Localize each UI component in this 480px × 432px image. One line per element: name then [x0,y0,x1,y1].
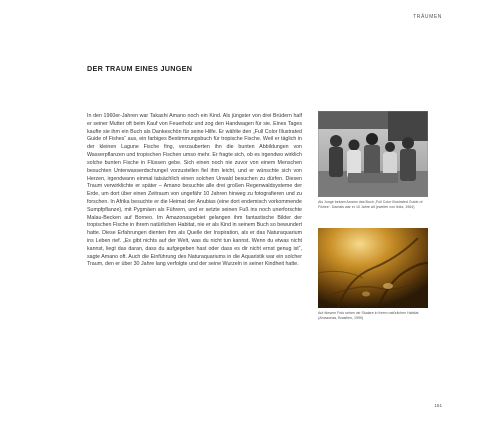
figure-caption: Auf diesem Foto sehen wir Skalare in ihrem natürlichen Habitat (Amazonas, Brasilien, 1999) [318,311,419,320]
figure-caption: Als Junge bekam Amano das Buch „Full Color Illustrated Guide of Fishes“. Damals war er 10 Jahre alt (zweiter von links, 1964) [318,200,423,209]
section-title: DER TRAUM EINES JUNGEN [87,64,193,73]
page-number: 151 [434,403,442,408]
underwater-photo [318,228,428,308]
body-paragraph: In den 1960er-Jahren war Takashi Amano noch ein Kind. Als jüngster von drei Brüdern half er seiner Mutter oft beim Kauf von Feuerholz und zog den Handwagen für sie. Eines Tages kaufte sie ihm ein Buch als Dankeschön für seine Hilfe. Er wählte den „Full Color Illustrated Guide of Fishes“ aus, ein farbiges Bestimmungsbuch für tropische Fische. Weil er täglich in der kleinen Lagune Fische fing, verzauberten ihn die bunten Abbildungen von Wasserpflanzen und tropischen Fischen umso mehr. Er fragte sich, ob es irgendwo wirklich solche bunten Fische in Flüssen gebe. Sich einen noch nie zuvor von einem Menschen besuchten Unterwasserdschungel vorzustellen fiel ihm leicht, und er wünschte sich von Herzen, irgendwann einmal tatsächlich einen solchen Urwald besuchen zu dürfen. Diesen Traum verwirklichte er später – Amano besuchte alle drei großen Regenwaldsysteme der Erde, um dort über einen Zeitraum von ungefähr 10 Jahren hinweg zu fotografieren und zu forschen. In Afrika besuchte er die Heimat der Anubias (eine dort endemisch vorkommende Sumpfpflanze), mit Pygmäen als Führern, und er setzte seinen Fuß ins noch unerforschte Malau-Becken auf Borneo. Im Amazonasgebiet gelangen ihm fantastische Bilder der tropischen Fische in ihrem natürlichen Habitat, nie er als Kind in seinem Buch so bewundert hatte. Diese Erfahrungen dienten ihm als Quelle der Inspiration, als er das Naturaquarium ins Leben rief. „Es gibt nichts auf der Welt, was du nicht tun kannst. Wenn du etwas nicht kannst, liegt das daran, dass du aufgegeben hast oder dass es dir nicht ernst genug ist“, sagte Amano oft. Auch die Einführung des Naturaquariums in die Aquaristik war ein solcher Traum, den er über 30 Jahre lang verfolgte und der seine Wurzeln in seiner Kindheit hatte. [87,113,302,268]
family-photo [318,111,428,197]
running-header: TRÄUMEN [413,14,442,20]
